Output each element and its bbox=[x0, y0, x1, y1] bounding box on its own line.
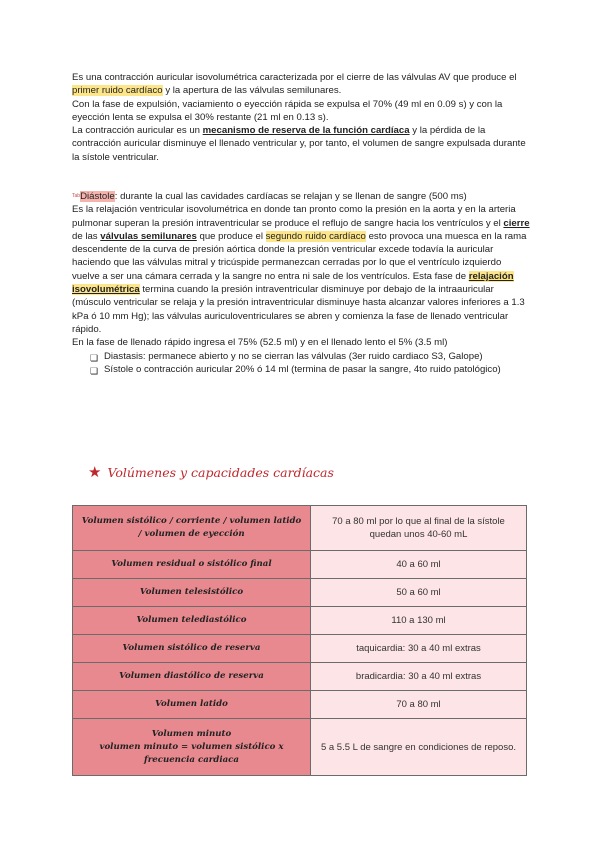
table-cell-value: 110 a 130 ml bbox=[311, 607, 527, 635]
section-heading bbox=[88, 463, 334, 481]
table-row bbox=[73, 635, 527, 663]
cierre-underline: cierre bbox=[503, 217, 530, 229]
table-row bbox=[73, 551, 527, 579]
diastole-definition: : durante la cual las cavidades cardíacas se relajan y se llenan de sangre (500 ms) bbox=[114, 191, 467, 202]
checkbox-icon: ❏ bbox=[90, 352, 99, 363]
table-row bbox=[73, 607, 527, 635]
cardiac-volumes-table bbox=[72, 505, 527, 776]
table-cell-value: 70 a 80 ml bbox=[311, 691, 527, 719]
table-row bbox=[73, 506, 527, 551]
list-item bbox=[72, 363, 530, 376]
filling-phase-text: En la fase de llenado rápido ingresa el 75% (52.5 ml) y en el llenado lento el 5% (3.5 ml) bbox=[72, 337, 448, 349]
systole-text-a-end: y la apertura de las válvulas semilunares. bbox=[162, 85, 342, 97]
paragraph-systole bbox=[72, 71, 530, 164]
diastole-text-e4: esto provoca una muesca en la rama descendente de la curva de presión aórtica donde la presión ventricular excede todavía la auricular haciendo que las válvulas mitral y tricúspide permanezcan cerradas por lo que el ventrículo izquierdo vuelve a ser una cámara cerrada y la sangre no entra ni sale de los ventrículos. Esta fase de bbox=[72, 230, 527, 282]
table-row bbox=[73, 719, 527, 776]
diastole-text-e5: termina cuando la presión intraventricular disminuye por debajo de la intraauricular (músculo ventricular se relaja y la presión intraventricular disminuye hasta alcanzar valores inferiores a 1.3 kPa ó 10 mm Hg); las válvulas auriculoventriculares se abren y comienza la fase de llenado ventricular rápido. bbox=[72, 284, 525, 335]
first-heart-sound-highlight: primer ruido cardíaco bbox=[72, 85, 163, 97]
table-row bbox=[73, 579, 527, 607]
table-cell-value: 40 a 60 ml bbox=[311, 551, 527, 579]
table-cell-label: Volumen telediastólico bbox=[73, 607, 311, 635]
bullet-atrial-systole: Sístole o contracción auricular 20% ó 14 ml (termina de pasar la sangre, 4to ruido patológico) bbox=[104, 363, 501, 375]
table-cell-label: Volumen latido bbox=[73, 691, 311, 719]
table-cell-label: Volumen sistólico / corriente / volumen latido / volumen de eyección bbox=[73, 506, 311, 551]
table-cell-label: Volumen diastólico de reserva bbox=[73, 663, 311, 691]
reserve-mechanism-underline: mecanismo de reserva de la función cardíaca bbox=[202, 125, 410, 137]
table-cell-value: taquicardia: 30 a 40 ml extras bbox=[311, 635, 527, 663]
checkbox-icon: ❏ bbox=[90, 365, 99, 376]
systole-text-c1: La contracción auricular es un bbox=[72, 125, 203, 137]
diastole-highlight: Diástole bbox=[80, 191, 115, 202]
table-cell-label: Volumen sistólico de reserva bbox=[73, 635, 311, 663]
heading-text: Volúmenes y capacidades cardíacas bbox=[107, 465, 334, 480]
star-icon: ★ bbox=[88, 463, 102, 481]
systole-text-c2: y la pérdida de la contracción auricular disminuye el llenado ventricular y, por tanto, el volumen de sangre expulsada durante la sístole ventricular. bbox=[72, 125, 526, 163]
diastole-text-e1: Es la relajación ventricular isovolumétrica en donde tan pronto como la presión en la aorta y en la arteria pulmonar superan la presión intraventricular se produce el reflujo de sangre hacia los ventrículos y el bbox=[72, 204, 516, 229]
table-row bbox=[73, 691, 527, 719]
diastole-text-e3: que produce el bbox=[196, 230, 266, 242]
table-cell-value: bradicardia: 30 a 40 ml extras bbox=[311, 663, 527, 691]
table-cell-value: 5 a 5.5 L de sangre en condiciones de reposo. bbox=[311, 719, 527, 776]
table-cell-label: Volumen telesistólico bbox=[73, 579, 311, 607]
table-cell-label: Volumen minuto volumen minuto = volumen sistólico x frecuencia cardiaca bbox=[73, 719, 311, 776]
systole-text-a: Es una contracción auricular isovolumétrica caracterizada por el cierre de las válvulas AV que produce el bbox=[72, 72, 517, 83]
systole-text-b: Con la fase de expulsión, vaciamiento o eyección rápida se expulsa el 70% (49 ml en 0.09 s) y con la eyección lenta se expulsa el 30% restante (21 ml en 0.13 s). bbox=[72, 98, 503, 123]
diastole-text-e2: de las bbox=[72, 230, 101, 242]
semilunar-valves-underline: válvulas semilunares bbox=[100, 230, 197, 242]
isovolumetric-relaxation-highlight: relajación isovolumétrica bbox=[72, 270, 514, 296]
tab-marker: Tab bbox=[72, 193, 81, 199]
table-cell-value: 70 a 80 ml por lo que al final de la sístole quedan unos 40-60 mL bbox=[311, 506, 527, 551]
table-cell-label: Volumen residual o sistólico final bbox=[73, 551, 311, 579]
table-row bbox=[73, 663, 527, 691]
bullet-diastasis: Diastasis: permanece abierto y no se cierran las válvulas (3er ruido cardiaco S3, Galope) bbox=[104, 350, 483, 362]
paragraph-diastole bbox=[72, 190, 530, 376]
table-cell-value: 50 a 60 ml bbox=[311, 579, 527, 607]
second-heart-sound-highlight: segundo ruido cardíaco bbox=[265, 230, 366, 242]
list-item bbox=[72, 350, 530, 363]
